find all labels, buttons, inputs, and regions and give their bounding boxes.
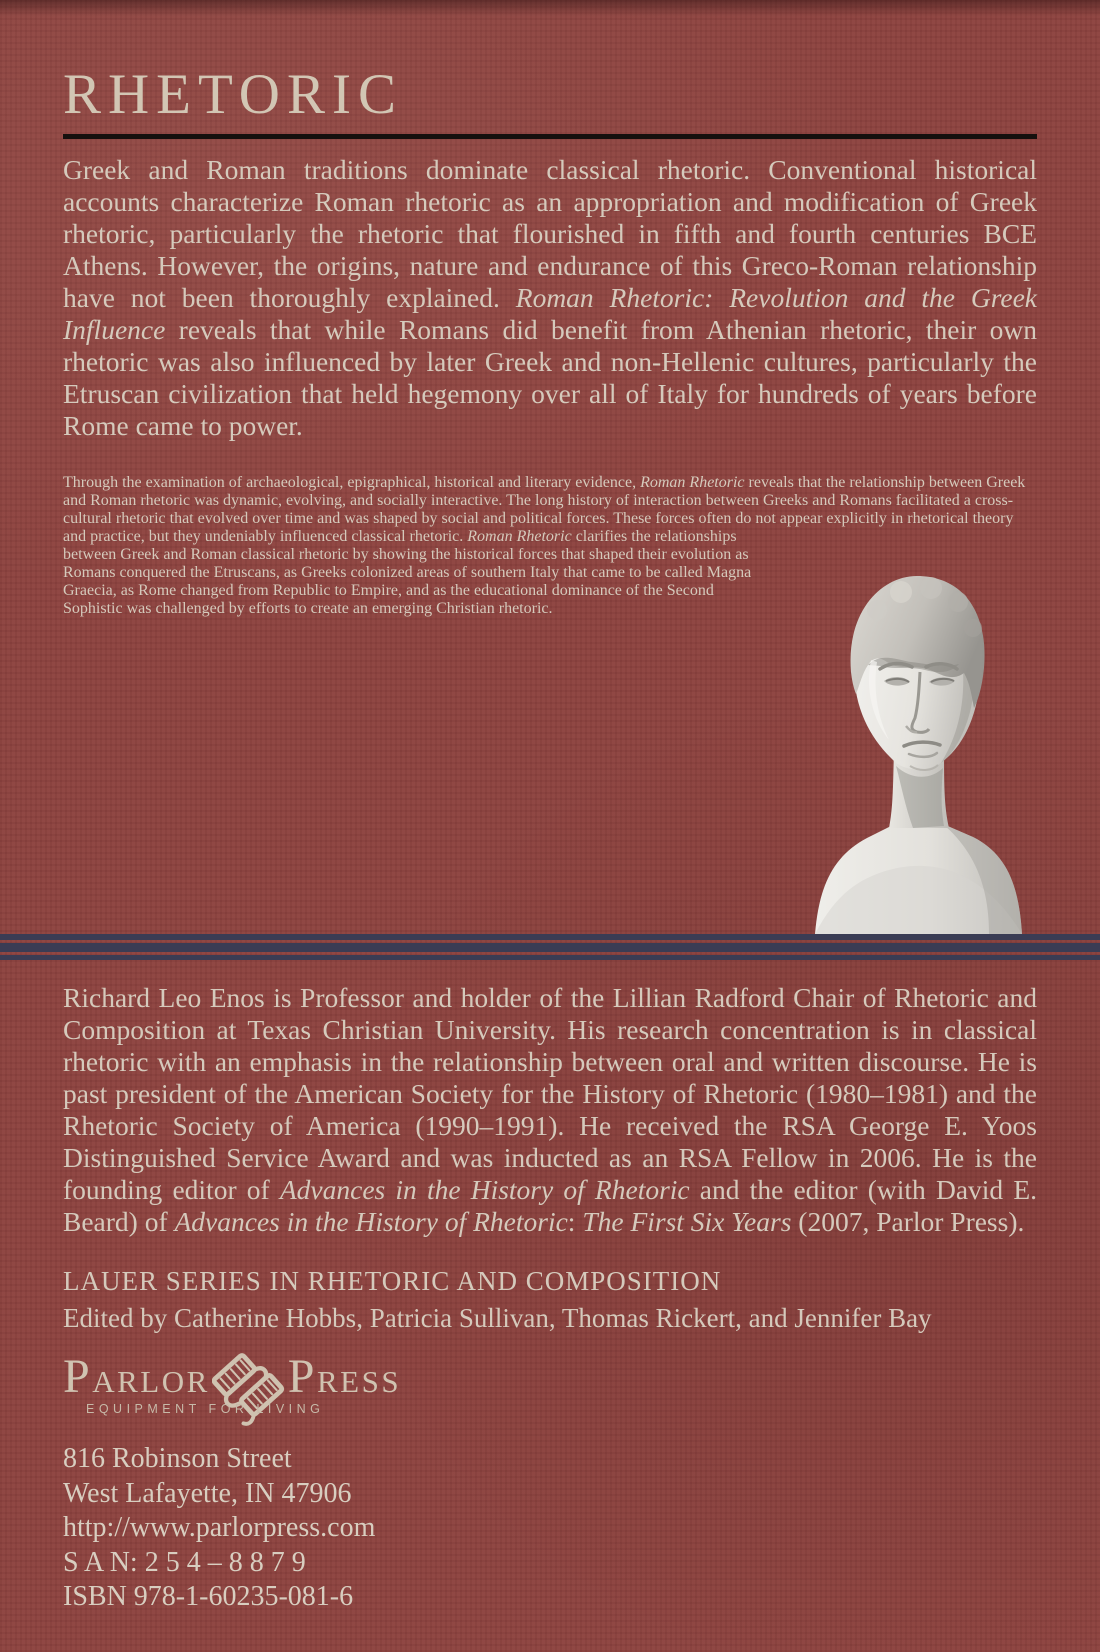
stripe-bar-middle xyxy=(0,943,1100,952)
roman-bust-graphic xyxy=(793,540,1043,934)
publisher-address-line1: 816 Robinson Street xyxy=(63,1443,292,1474)
publisher-address-block xyxy=(63,1442,1037,1615)
publisher-website: http://www.parlorpress.com xyxy=(63,1512,376,1543)
publisher-tagline: EQUIPMENT FOR LIVING xyxy=(86,1402,325,1416)
synopsis-paragraph-1: Greek and Roman traditions dominate classical rhetoric. Conventional historical accounts characterize Roman rhetoric as an appropriation and modification of Greek rhetoric, particularly the rhetoric that flourished in fifth and fourth centuries BCE Athens. However, the origins, nature and endurance of this Greco-Roman relationship have not been thoroughly explained. Roman Rhetoric: Revolution and the Greek Influence reveals that while Romans did benefit from Athenian rhetoric, their own rhetoric was also influenced by later Greek and non-Hellenic cultures, particularly the Etruscan civilization that held hegemony over all of Italy for hundreds of years before Rome came to power. xyxy=(63,154,1037,441)
decorative-stripes xyxy=(0,934,1100,960)
publisher-isbn: ISBN 978-1-60235-081-6 xyxy=(63,1581,354,1612)
cover-content xyxy=(0,63,1100,1615)
cover-top-shadow xyxy=(0,0,1100,16)
series-title: LAUER SERIES IN RHETORIC AND COMPOSITION xyxy=(63,1266,722,1296)
publisher-name-press: PRESS xyxy=(287,1350,402,1404)
stripe-bar-bottom xyxy=(0,955,1100,960)
publisher-name-parlor: PARLOR xyxy=(63,1350,210,1404)
series-editors: Edited by Catherine Hobbs, Patricia Sullivan, Thomas Rickert, and Jennifer Bay xyxy=(63,1303,932,1333)
publisher-logo xyxy=(63,1346,1037,1434)
heading-divider xyxy=(63,134,1037,139)
scroll-icon xyxy=(212,1348,286,1433)
synopsis-paragraph-2-text: Through the examination of archaeological, epigraphical, historical and literary evidence, Roman Rhetoric reveals that the relationship between Greek and Roman rhetoric was dynamic, evolving, and socially interactive. The long history of interaction between Greeks and Romans facilitated a cross-cultural rhetoric that evolved over time and was shaped by social and political forces. These forces often do not appear explicitly in rhetorical theory and practice, but they undeniably influenced classical rhetoric. Roman Rhetoric clarifies the relationships between Greek and Roman classical rhetoric by showing the historical forces that shaped their evolution as Romans conquered the Etruscans, as Greeks colonized areas of southern Italy that came to be called Magna Graecia, as Rome changed from Republic to Empire, and as the educational dominance of the Second Sophistic was challenged by efforts to create an emerging Christian rhetoric. xyxy=(63,474,1026,617)
roman-bust-image xyxy=(793,540,1043,934)
category-heading: RHETORIC xyxy=(63,63,403,126)
publisher-address-line2: West Lafayette, IN 47906 xyxy=(63,1477,352,1509)
publisher-san: S A N: 2 5 4 – 8 8 7 9 xyxy=(63,1546,306,1578)
author-bio: Richard Leo Enos is Professor and holder of the Lillian Radford Chair of Rhetoric and Composition at Texas Christian University. His research concentration is in classical rhetoric with an emphasis in the relationship between oral and written discourse. He is past president of the American Society for the History of Rhetoric (1980–1981) and the Rhetoric Society of America (1990–1991). He received the RSA George E. Yoos Distinguished Service Award and was inducted as an RSA Fellow in 2006. He is the founding editor of Advances in the History of Rhetoric and the editor (with David E. Beard) of Advances in the History of Rhetoric: The First Six Years (2007, Parlor Press). xyxy=(63,982,1038,1237)
